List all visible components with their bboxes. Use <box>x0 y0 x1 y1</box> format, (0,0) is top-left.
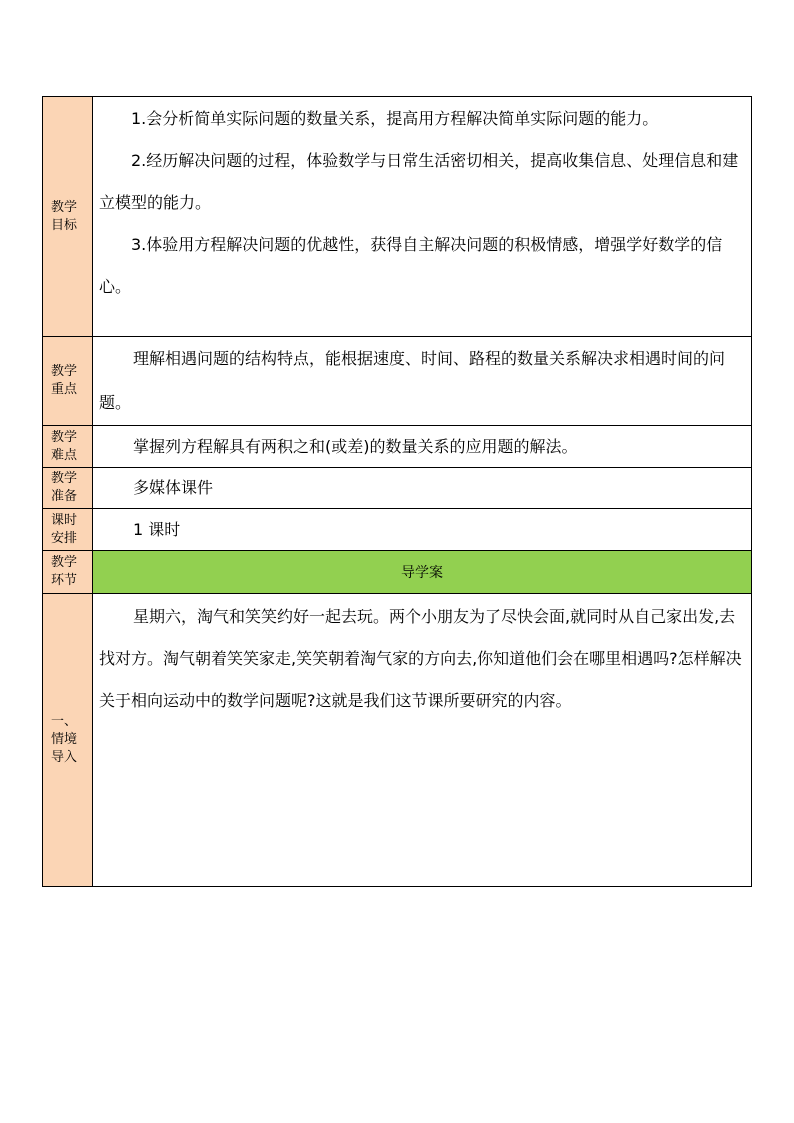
row-teaching-focus <box>43 337 752 426</box>
lesson-plan-sheet <box>42 96 752 887</box>
row-teaching-preparation <box>43 468 752 509</box>
row-teaching-difficulty <box>43 426 752 468</box>
content-class-hours: 1 课时 <box>93 509 752 551</box>
goal-item-2: 2.经历解决问题的过程，体验数学与日常生活密切相关，提高收集信息、处理信息和建立模型的能力。 <box>99 151 739 212</box>
row-teaching-stage <box>43 551 752 594</box>
content-teaching-goals <box>93 97 752 337</box>
goal-item-3: 3.体验用方程解决问题的优越性，获得自主解决问题的积极情感，增强学好数学的信心。 <box>99 235 723 296</box>
content-teaching-preparation: 多媒体课件 <box>93 468 752 509</box>
label-teaching-goals: 教学 目标 <box>43 97 93 337</box>
goal-item-1: 1.会分析简单实际问题的数量关系，提高用方程解决简单实际问题的能力。 <box>131 109 659 128</box>
label-situation-intro: 一、 情境 导入 <box>43 594 93 887</box>
stage-title-guided-learning: 导学案 <box>93 551 752 594</box>
label-teaching-preparation: 教学 准备 <box>43 468 93 509</box>
row-situation-intro <box>43 594 752 887</box>
label-teaching-focus: 教学 重点 <box>43 337 93 426</box>
row-teaching-goals <box>43 97 752 337</box>
lesson-plan-table <box>42 96 752 887</box>
row-class-hours <box>43 509 752 551</box>
label-teaching-stage: 教学 环节 <box>43 551 93 594</box>
label-teaching-difficulty: 教学 难点 <box>43 426 93 468</box>
label-class-hours: 课时 安排 <box>43 509 93 551</box>
content-teaching-difficulty: 掌握列方程解具有两积之和(或差)的数量关系的应用题的解法。 <box>93 426 752 468</box>
content-situation-intro: 星期六，淘气和笑笑约好一起去玩。两个小朋友为了尽快会面,就同时从自己家出发,去找对方。淘气朝着笑笑家走,笑笑朝着淘气家的方向去,你知道他们会在哪里相遇吗?怎样解决关于相向运动中的数学问题呢?这就是我们这节课所要研究的内容。 <box>93 594 752 887</box>
content-teaching-focus: 理解相遇问题的结构特点，能根据速度、时间、路程的数量关系解决求相遇时间的问题。 <box>93 337 752 426</box>
